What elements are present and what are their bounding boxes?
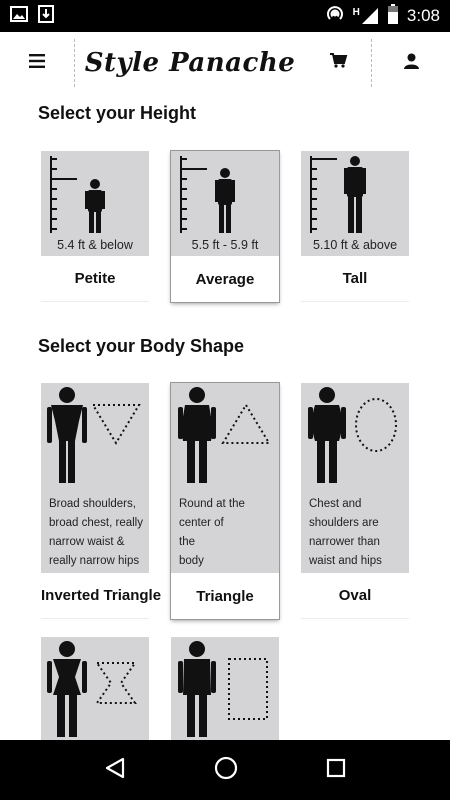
status-bar	[0, 0, 450, 32]
body-shape-illustration	[301, 383, 409, 573]
body-shape-label: Triangle	[196, 587, 254, 605]
triangle-body-icon	[171, 383, 279, 488]
signal-icon	[353, 7, 379, 25]
height-illustration	[41, 151, 149, 256]
app-logo[interactable]: Style Panache	[84, 48, 296, 78]
recents-icon[interactable]	[326, 758, 346, 783]
body-shape-option-inverted-triangle[interactable]	[41, 383, 162, 619]
height-section-title: Select your Height	[38, 103, 197, 123]
cart-button[interactable]	[305, 32, 371, 94]
system-nav-bar	[0, 740, 450, 800]
body-shape-illustration	[41, 383, 149, 573]
body-shape-option-rectangle[interactable]	[171, 637, 279, 747]
height-range-caption: 5.4 ft & below	[57, 238, 133, 252]
height-range-caption: 5.5 ft - 5.9 ft	[191, 238, 259, 252]
body-shape-illustration	[171, 383, 279, 573]
height-illustration	[171, 151, 279, 256]
body-shape-illustration	[171, 637, 279, 747]
height-illustration	[301, 151, 409, 256]
image-icon	[10, 6, 28, 27]
app-header	[0, 32, 450, 94]
status-time: 3:08	[406, 6, 440, 25]
height-option-label: Petite	[41, 256, 149, 302]
body-shape-illustration	[41, 637, 149, 747]
body-shape-section-title: Select your Body Shape	[38, 336, 245, 356]
height-ruler-figure-icon	[301, 151, 409, 236]
body-shape-description: Chest and shoulders are narrower than waist and hips	[309, 498, 382, 567]
back-icon[interactable]	[104, 757, 126, 784]
cart-icon	[330, 53, 346, 73]
body-shape-label: Oval	[301, 573, 409, 619]
height-range-caption: 5.10 ft & above	[312, 238, 398, 252]
menu-button[interactable]	[0, 32, 74, 94]
inverted-triangle-body-icon	[41, 383, 149, 488]
rectangle-body-icon	[171, 637, 279, 742]
body-shape-option-oval[interactable]	[301, 383, 409, 619]
home-icon[interactable]	[214, 756, 238, 785]
height-option-label: Average	[195, 270, 255, 288]
menu-icon	[29, 54, 45, 73]
height-option-petite[interactable]	[41, 151, 149, 302]
body-shape-option-hourglass[interactable]	[41, 637, 149, 747]
user-icon	[404, 53, 419, 74]
hotspot-icon	[325, 4, 345, 29]
battery-icon	[387, 4, 399, 29]
body-shape-option-triangle[interactable]	[171, 383, 279, 619]
height-ruler-figure-icon	[41, 151, 149, 236]
height-option-average[interactable]	[171, 151, 279, 302]
body-shape-description: Round at the center of the body	[179, 498, 245, 567]
account-button[interactable]	[372, 32, 450, 94]
body-shape-label: Inverted Triangle	[41, 573, 149, 619]
body-shape-description: Broad shoulders, broad chest, really narrow waist & really narrow hips	[49, 498, 143, 567]
height-option-label: Tall	[301, 256, 409, 302]
oval-body-icon	[301, 383, 409, 488]
download-icon	[38, 5, 54, 28]
height-option-tall[interactable]	[301, 151, 409, 302]
network-type-label: H	[352, 7, 360, 18]
hourglass-body-icon	[41, 637, 149, 742]
height-ruler-figure-icon	[171, 151, 279, 236]
